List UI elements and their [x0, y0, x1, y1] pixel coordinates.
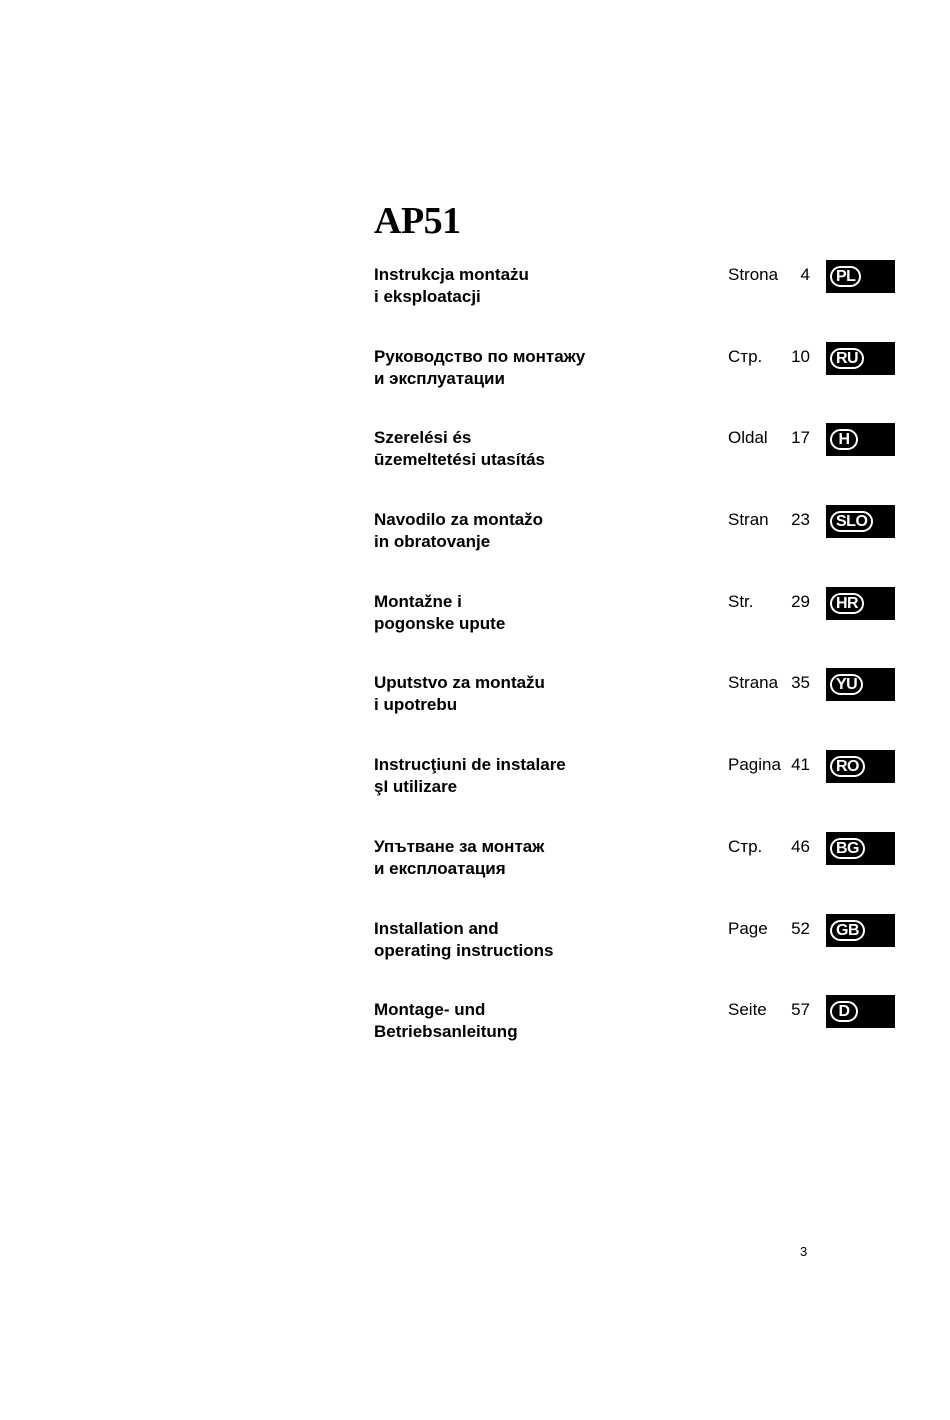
entry-description — [374, 754, 714, 798]
entry-description — [374, 427, 714, 471]
entry-description-line2: operating instructions — [374, 940, 554, 960]
entry-description-line2: i upotrebu — [374, 695, 458, 715]
country-code: HR — [830, 593, 864, 614]
entry-description-line2: ūzemeltetési utasítás — [374, 450, 546, 470]
toc-entry-hr — [374, 591, 896, 673]
country-code: YU — [830, 674, 863, 695]
page-number: 57 — [791, 1000, 810, 1020]
entry-description-line2: и эксплуатации — [374, 368, 505, 388]
toc-entry-yu — [374, 672, 896, 754]
page-label: Seite — [728, 1000, 767, 1020]
entry-description-line1: Montažne i — [374, 591, 462, 611]
entry-description — [374, 346, 714, 390]
page-number: 10 — [791, 346, 810, 366]
language-badge — [826, 832, 895, 865]
entry-description — [374, 999, 714, 1043]
toc-entry-bg — [374, 836, 896, 918]
language-badge — [826, 342, 895, 375]
page-label: Стр. — [728, 836, 763, 856]
entry-description-line2: şI utilizare — [374, 777, 458, 797]
toc-entry-ro — [374, 754, 896, 836]
page-label: Page — [728, 918, 768, 938]
country-code: H — [830, 429, 858, 450]
entry-description-line2: pogonske upute — [374, 613, 506, 633]
toc-entry-slo — [374, 509, 896, 591]
language-badge — [826, 914, 895, 947]
entry-description-line2: i eksploatacji — [374, 287, 481, 306]
entry-description-line2: Betriebsanleitung — [374, 1022, 518, 1042]
document-title: AP51 — [374, 200, 461, 242]
entry-description-line2: и експлоатация — [374, 858, 506, 878]
language-badge — [826, 995, 895, 1028]
entry-description-line1: Руководство по монтажу — [374, 346, 586, 366]
toc-entry-gb — [374, 918, 896, 1000]
toc-entry-h — [374, 427, 896, 509]
page-label: Pagina — [728, 755, 781, 775]
page-label: Стр. — [728, 346, 763, 366]
entry-description-line1: Szerelési és — [374, 428, 472, 448]
page-number: 52 — [791, 918, 810, 938]
language-badge — [826, 668, 895, 701]
page-number: 46 — [791, 836, 810, 856]
toc-entry-pl — [374, 264, 896, 346]
page-number: 41 — [791, 755, 810, 775]
country-code: D — [830, 1001, 858, 1022]
language-badge — [826, 587, 895, 620]
page-number: 29 — [791, 591, 810, 611]
toc-entry-ru — [374, 346, 896, 428]
page-label: Oldal — [728, 428, 768, 448]
entry-description-line1: Montage- und — [374, 1000, 486, 1020]
entry-description-line1: Uputstvo za montažu — [374, 673, 545, 693]
country-code: SLO — [830, 511, 873, 532]
entry-description-line1: Installation and — [374, 918, 499, 938]
entry-description-line1: Instrukcja montażu — [374, 265, 529, 284]
page-label: Strana — [728, 673, 779, 693]
entry-description — [374, 672, 714, 716]
country-code: GB — [830, 920, 865, 941]
entry-description-line2: in obratovanje — [374, 532, 491, 552]
language-badge — [826, 423, 895, 456]
language-badge — [826, 505, 895, 538]
country-code: RO — [830, 756, 865, 777]
page-label: Str. — [728, 591, 754, 611]
entry-description-line1: Упътване за монтаж — [374, 836, 545, 856]
page-number: 4 — [800, 265, 810, 284]
language-badge — [826, 260, 895, 293]
language-badge — [826, 750, 895, 783]
page-label: Strona — [728, 265, 779, 284]
page-label: Stran — [728, 510, 769, 530]
country-code: RU — [830, 348, 864, 369]
entry-description — [374, 264, 714, 308]
toc-entry-d — [374, 999, 896, 1081]
entry-description — [374, 836, 714, 880]
entry-description — [374, 509, 714, 553]
entry-description-line1: Instrucţiuni de instalare — [374, 755, 566, 775]
country-code: PL — [830, 266, 861, 287]
table-of-contents — [374, 264, 896, 1081]
entry-description — [374, 591, 714, 635]
page-number: 35 — [791, 673, 810, 693]
entry-description — [374, 918, 714, 962]
page-number: 17 — [791, 428, 810, 448]
page-number: 23 — [791, 510, 810, 530]
page-folio: 3 — [800, 1244, 808, 1259]
entry-description-line1: Navodilo za montažo — [374, 510, 544, 530]
country-code: BG — [830, 838, 865, 859]
